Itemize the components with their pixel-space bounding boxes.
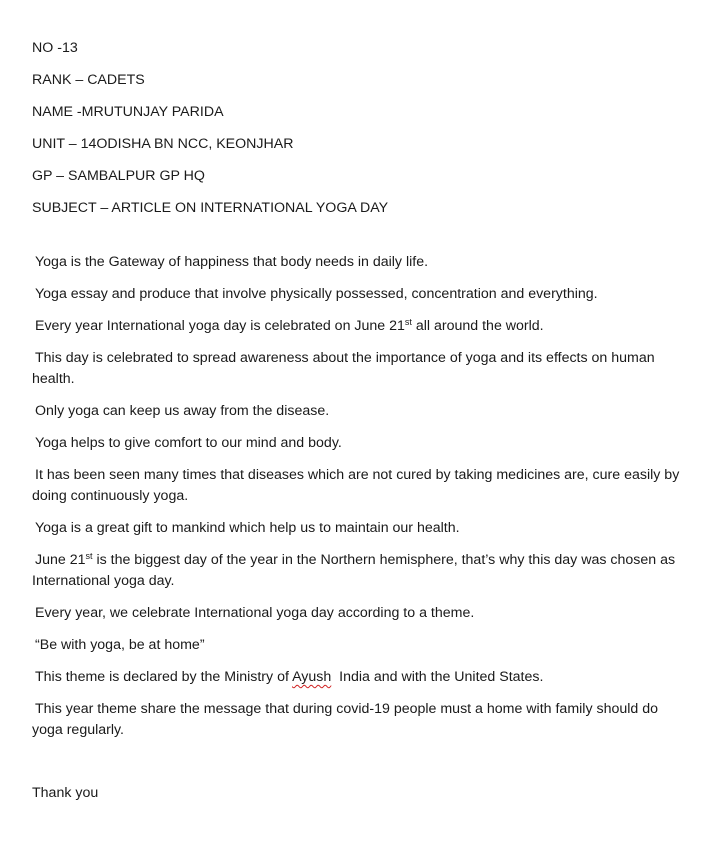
ordinal-suffix: st <box>85 551 93 561</box>
paragraph-text: June 21 <box>35 552 86 568</box>
cadet-number: NO -13 <box>32 40 78 56</box>
paragraph-text: Every year International yoga day is celebrated on June 21 <box>35 318 405 334</box>
theme-quote: “Be with yoga, be at home” <box>35 637 205 653</box>
paragraph: It has been seen many times that diseases which are not cured by taking medicines are, cure easily by doing continuously yoga. <box>32 467 680 504</box>
paragraph: Yoga helps to give comfort to our mind and body. <box>35 435 342 451</box>
paragraph-text: all around the world. <box>411 318 544 334</box>
cadet-group: GP – SAMBALPUR GP HQ <box>32 168 205 184</box>
paragraph: Yoga is a great gift to mankind which help us to maintain our health. <box>35 520 460 536</box>
paragraph-text: India and with the United States. <box>331 669 544 685</box>
cadet-rank: RANK – CADETS <box>32 72 145 88</box>
article-subject: SUBJECT – ARTICLE ON INTERNATIONAL YOGA DAY <box>32 200 389 216</box>
closing-text: Thank you <box>32 785 99 801</box>
ordinal-suffix: st <box>404 317 412 327</box>
article-body <box>32 252 692 741</box>
cadet-unit: UNIT – 14ODISHA BN NCC, KEONJHAR <box>32 136 294 152</box>
paragraph: This year theme share the message that during covid-19 people must a home with family should do yoga regularly. <box>32 701 659 738</box>
paragraph-text: This theme is declared by the Ministry of <box>35 669 293 685</box>
document-page <box>32 38 692 804</box>
paragraph: Yoga essay and produce that involve physically possessed, concentration and everything. <box>35 286 598 302</box>
paragraph: This day is celebrated to spread awareness about the importance of yoga and its effects on human health. <box>32 350 655 387</box>
paragraph: Yoga is the Gateway of happiness that body needs in daily life. <box>35 254 429 270</box>
cadet-header <box>32 38 692 230</box>
paragraph: Every year, we celebrate International yoga day according to a theme. <box>35 605 475 621</box>
cadet-name: NAME -MRUTUNJAY PARIDA <box>32 104 224 120</box>
spellcheck-word: Ayush <box>292 669 332 685</box>
paragraph <box>32 667 692 688</box>
paragraph-text: is the biggest day of the year in the Northern hemisphere, that’s why this day was chosen as International yoga day. <box>32 552 676 589</box>
paragraph <box>32 550 692 592</box>
paragraph <box>32 316 692 337</box>
paragraph: Only yoga can keep us away from the disease. <box>35 403 330 419</box>
